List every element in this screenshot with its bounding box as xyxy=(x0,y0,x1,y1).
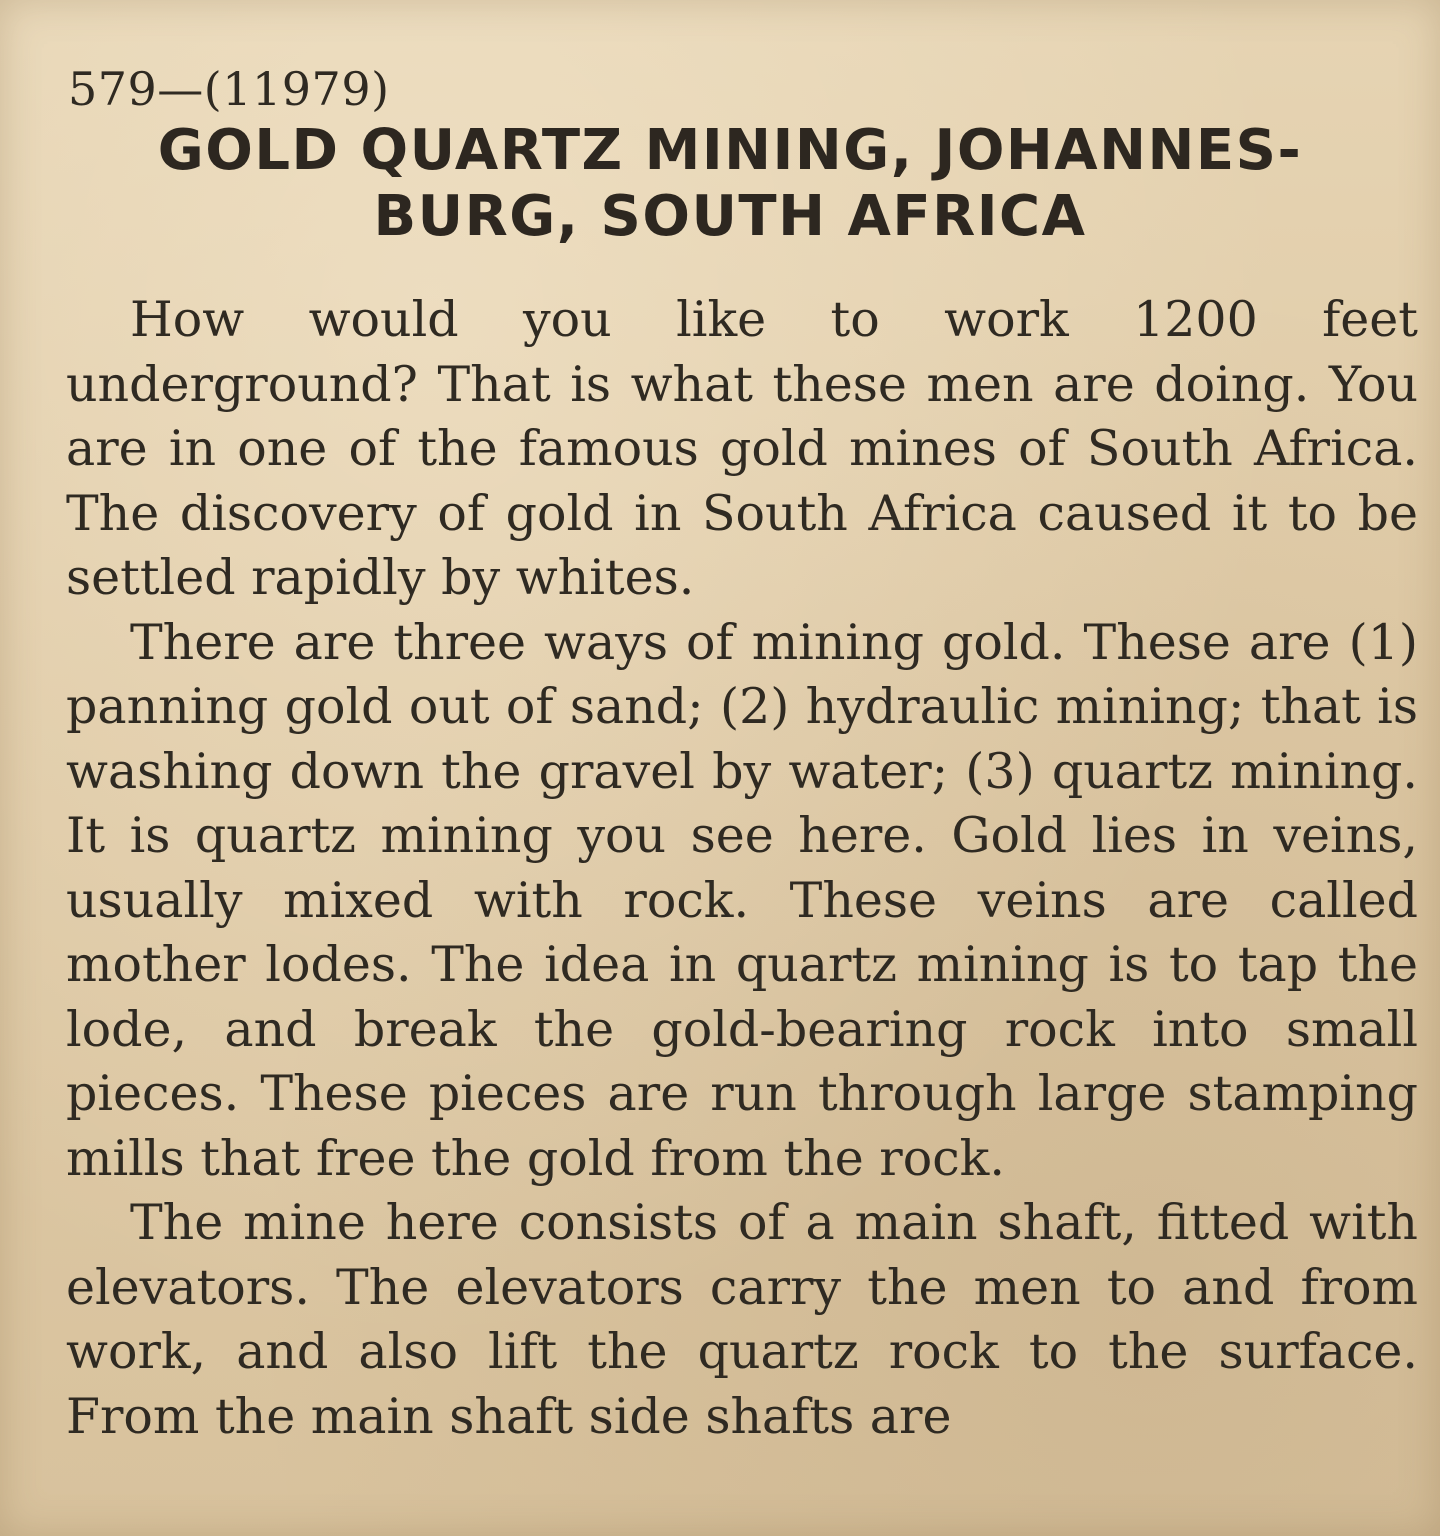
card-title-line-2: BURG, SOUTH AFRICA xyxy=(373,184,1087,249)
paragraph-3: The mine here consists of a main shaft, fitted with elevators. The elevators carry the men to and from work, and also lift the quartz rock to the surface. From the main shaft side shafts are xyxy=(66,1194,1418,1445)
card-title-line-1: GOLD QUARTZ MINING, JOHANNES- xyxy=(157,118,1303,183)
paragraph-1: How would you like to work 1200 feet underground? That is what these men are doing. You are in one of the famous gold mines of South Africa. The discovery of gold in South Africa caused it to be settled rapidly by whites. xyxy=(66,291,1418,606)
card-title xyxy=(60,118,1400,250)
card-description xyxy=(66,288,1418,1449)
card-number: 579—(11979) xyxy=(68,62,390,116)
paragraph-2: There are three ways of mining gold. These are (1) panning gold out of sand; (2) hydraulic mining; that is washing down the gravel by water; (3) quartz mining. It is quartz mining you see here. Gold lies in veins, usually mixed with rock. These veins are called mother lodes. The idea in quartz mining is to tap the lode, and break the gold-bearing rock into small pieces. These pieces are run through large stamping mills that free the gold from the rock. xyxy=(66,613,1418,1187)
